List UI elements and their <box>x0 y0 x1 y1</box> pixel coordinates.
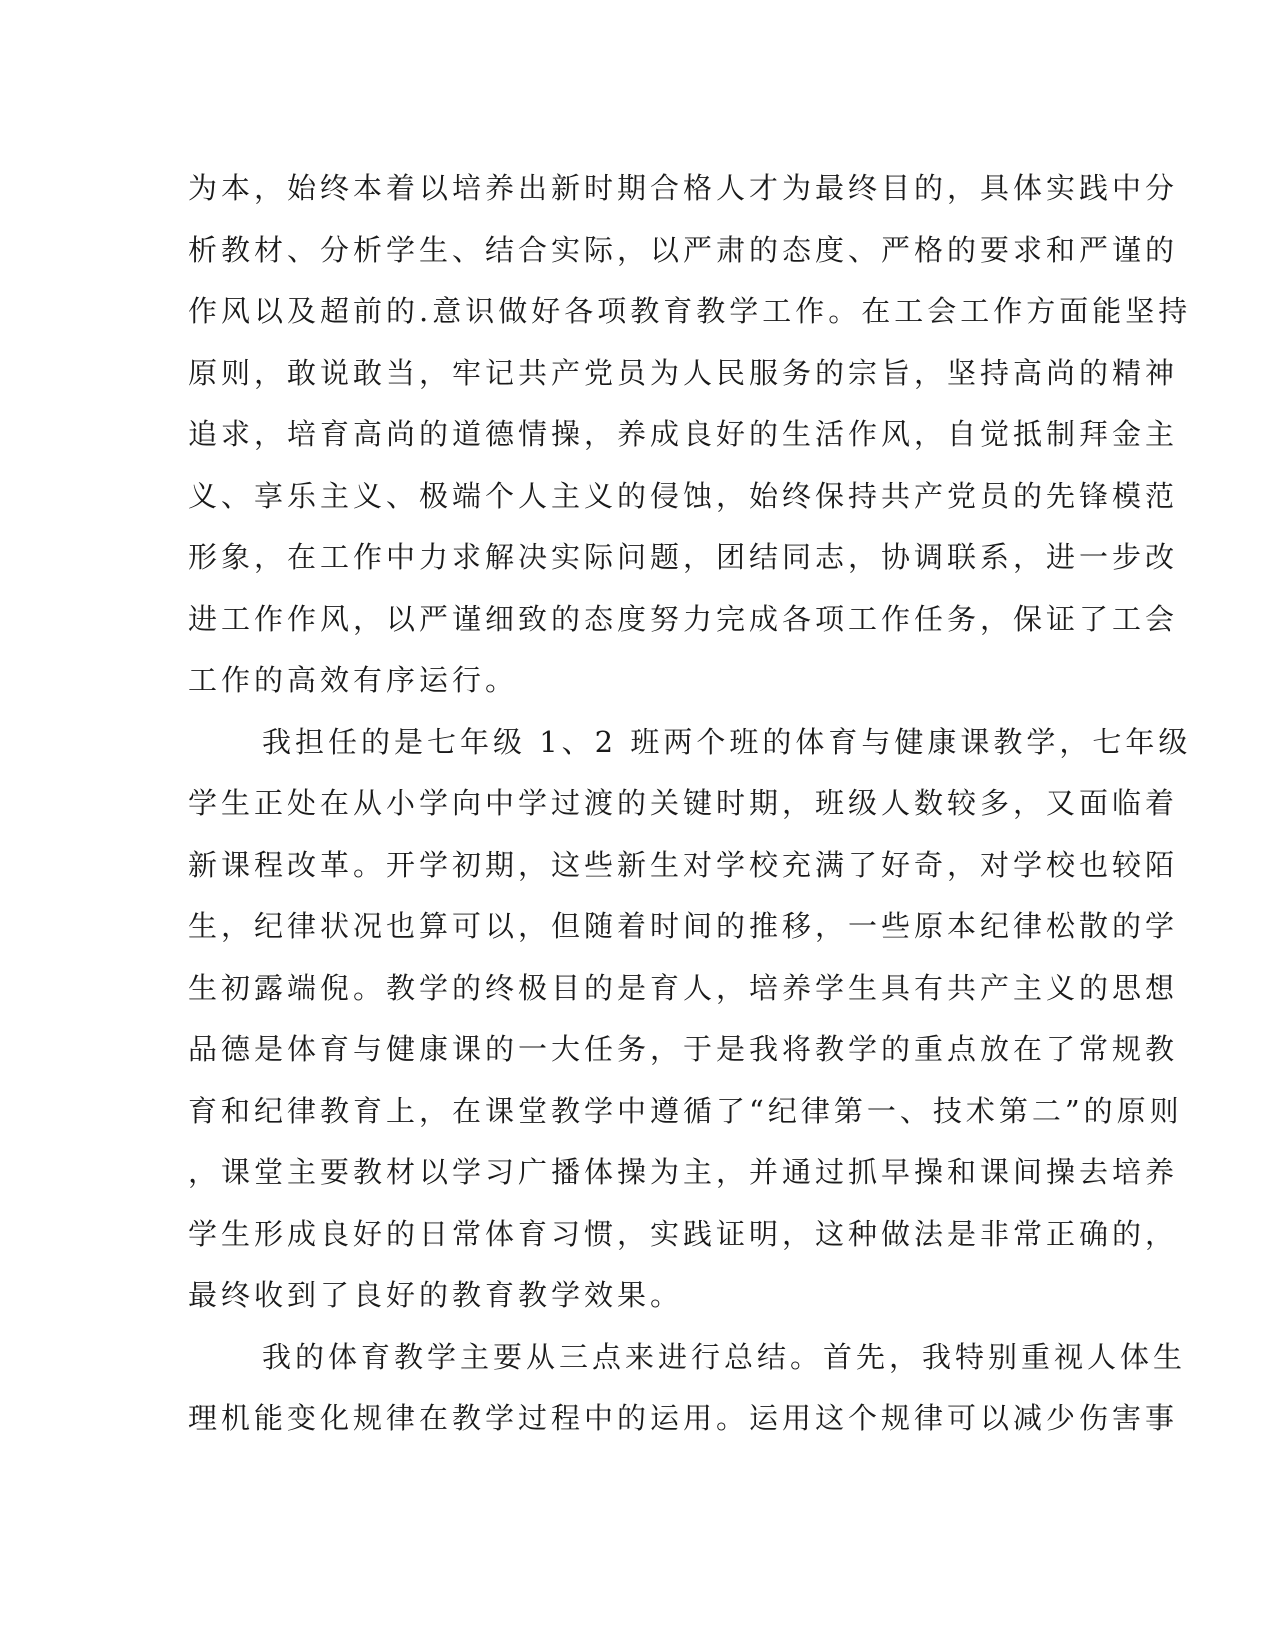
text-line: 学生正处在从小学向中学过渡的关键时期，班级人数较多，又面临着 <box>188 786 1179 820</box>
text-line: 最终收到了良好的教育教学效果。 <box>188 1278 684 1312</box>
text-line: 新课程改革。开学初期，这些新生对学校充满了好奇，对学校也较陌 <box>188 847 1179 882</box>
text-line: 为本，始终本着以培养出新时期合格人才为最终目的，具体实践中分 <box>188 171 1179 205</box>
text-line: 生，纪律状况也算可以，但随着时间的推移，一些原本纪律松散的学 <box>188 909 1179 943</box>
text-line: 作风以及超前的.意识做好各项教育教学工作。在工会工作方面能坚持 <box>188 294 1192 328</box>
text-line: 义、享乐主义、极端个人主义的侵蚀，始终保持共产党员的先锋模范 <box>188 478 1179 513</box>
paragraph-start-line: 我担任的是七年级 1、2 班两个班的体育与健康课教学，七年级 <box>262 724 1192 759</box>
text-line: 品德是体育与健康课的一大任务，于是我将教学的重点放在了常规教 <box>188 1032 1179 1066</box>
text-line: 追求，培育高尚的道德情操，养成良好的生活作风，自觉抵制拜金主 <box>188 417 1179 451</box>
text-line: 析教材、分析学生、结合实际，以严肃的态度、严格的要求和严谨的 <box>188 232 1179 267</box>
text-line: 进工作作风，以严谨细致的态度努力完成各项工作任务，保证了工会 <box>188 601 1179 636</box>
text-line: 育和纪律教育上，在课堂教学中遵循了“纪律第一、技术第二”的原则 <box>188 1093 1183 1128</box>
body-text <box>188 158 1192 1450</box>
text-line: 学生形成良好的日常体育习惯，实践证明，这种做法是非常正确的， <box>188 1216 1179 1251</box>
text-line: 工作的高效有序运行。 <box>188 663 519 697</box>
text-line: ，课堂主要教材以学习广播体操为主，并通过抓早操和课间操去培养 <box>188 1155 1179 1189</box>
text-line: 生初露端倪。教学的终极目的是育人，培养学生具有共产主义的思想 <box>188 970 1179 1005</box>
text-line: 形象，在工作中力求解决实际问题，团结同志，协调联系，进一步改 <box>188 540 1179 574</box>
paragraph-start-line: 我的体育教学主要从三点来进行总结。首先，我特别重视人体生 <box>262 1339 1187 1374</box>
text-line: 理机能变化规律在教学过程中的运用。运用这个规律可以减少伤害事 <box>188 1401 1179 1435</box>
text-line: 原则，敢说敢当，牢记共产党员为人民服务的宗旨，坚持高尚的精神 <box>188 355 1179 390</box>
